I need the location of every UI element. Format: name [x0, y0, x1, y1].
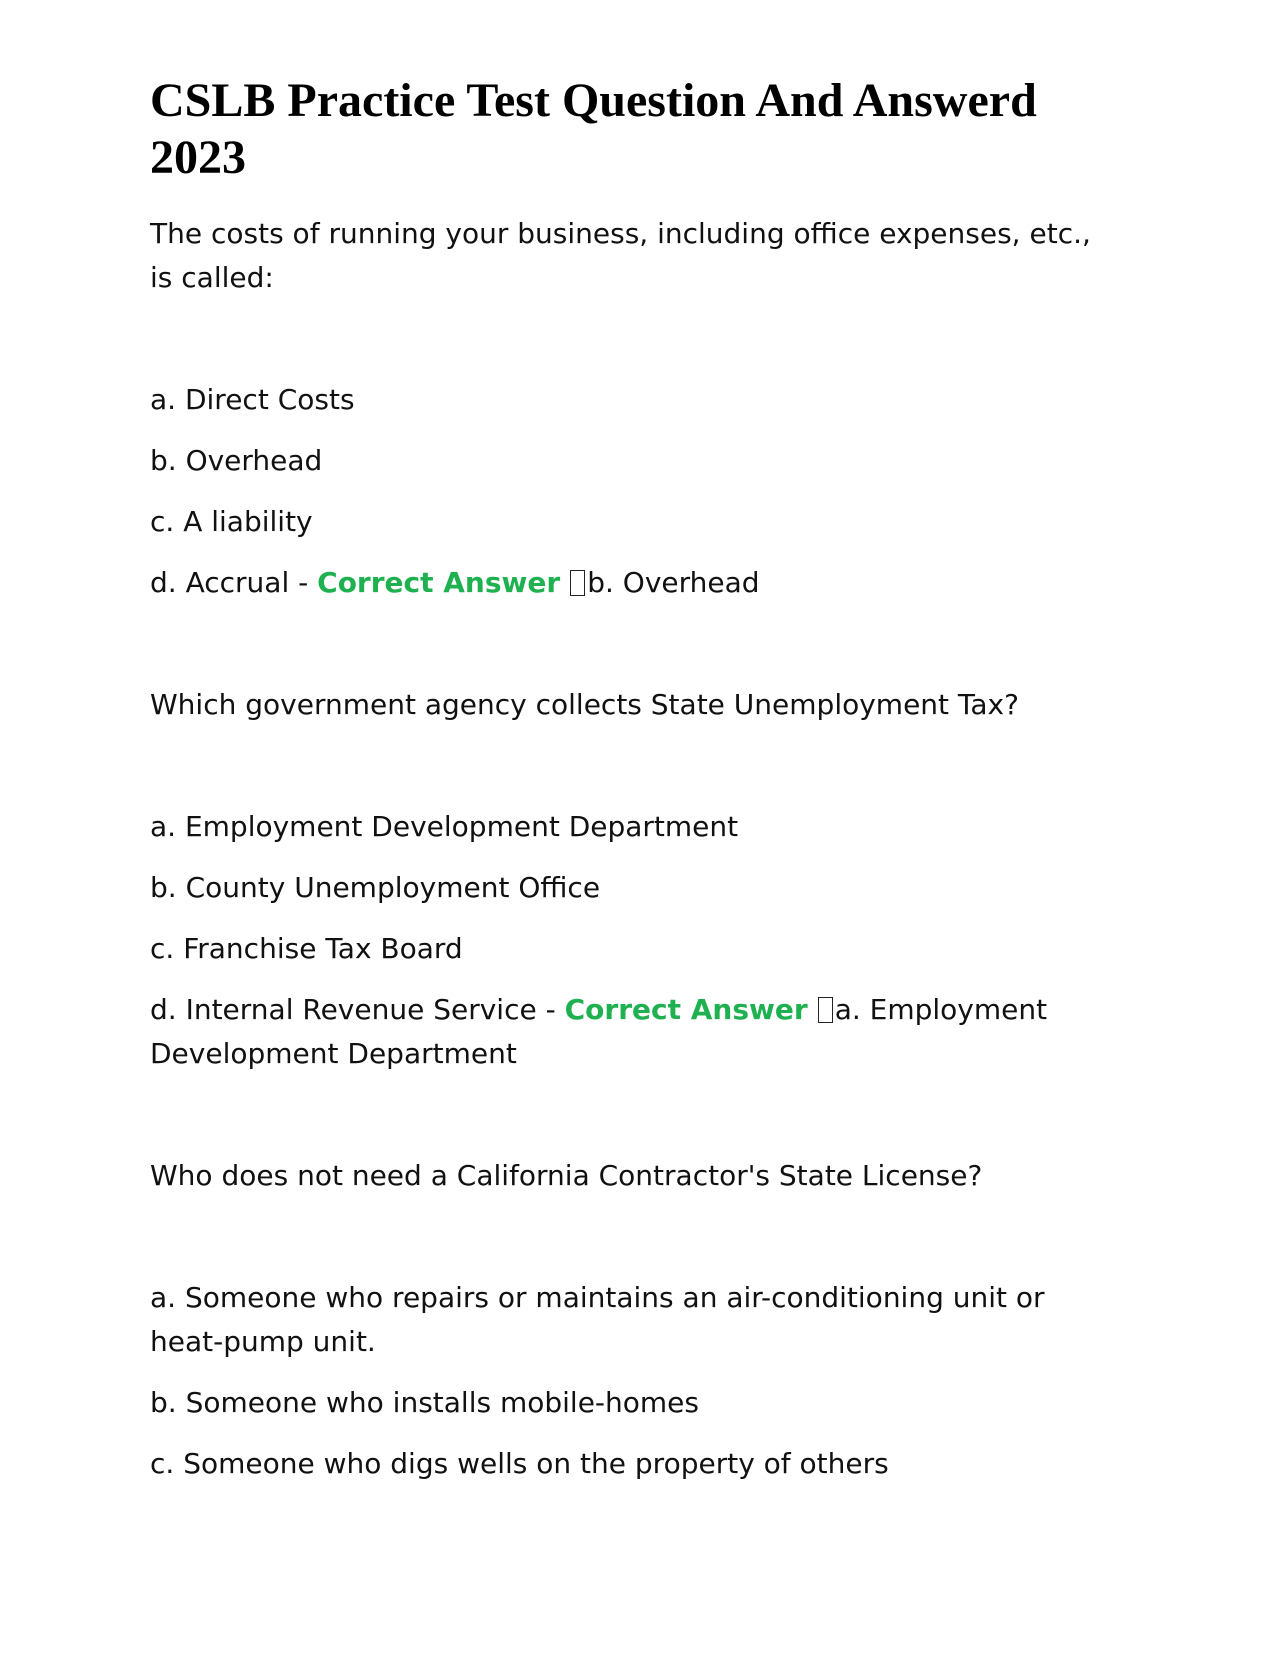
question-2-option-b: b. County Unemployment Office — [150, 871, 601, 904]
question-2-option-a: a. Employment Development Department — [150, 810, 739, 843]
question-1-text: The costs of running your business, including office expenses, etc., is called: — [150, 217, 1091, 294]
spacer — [150, 1215, 1110, 1276]
document-page — [150, 72, 1110, 1503]
question-1-option-c: c. A liability — [150, 505, 313, 538]
question-1-option-d — [150, 561, 1110, 605]
page-title: CSLB Practice Test Question And Answerd 2023 — [150, 74, 1037, 184]
spacer — [150, 1093, 1110, 1154]
question-1-option-d-text: d. Accrual - — [150, 566, 309, 599]
missing-glyph-box-icon — [570, 570, 585, 596]
question-2-text: Which government agency collects State Unemployment Tax? — [150, 688, 1019, 721]
question-1-answer: b. Overhead — [587, 566, 760, 599]
question-2-option-d-text: d. Internal Revenue Service - — [150, 993, 556, 1026]
correct-answer-label: Correct Answer — [317, 566, 561, 599]
question-1-option-b: b. Overhead — [150, 444, 323, 477]
spacer — [150, 744, 1110, 805]
spacer — [150, 622, 1110, 683]
question-3-text: Who does not need a California Contractor's State License? — [150, 1159, 983, 1192]
missing-glyph-box-icon — [818, 997, 833, 1023]
correct-answer-label: Correct Answer — [564, 993, 808, 1026]
question-2-option-c: c. Franchise Tax Board — [150, 932, 463, 965]
question-2-option-d — [150, 988, 1110, 1076]
question-1-option-a: a. Direct Costs — [150, 383, 355, 416]
question-3-option-a: a. Someone who repairs or maintains an air-conditioning unit or heat-pump unit. — [150, 1281, 1045, 1358]
question-3-option-b: b. Someone who installs mobile-homes — [150, 1386, 699, 1419]
question-2-answer: a. Employment Development Department — [150, 993, 1048, 1070]
spacer — [150, 317, 1110, 378]
question-3-option-c: c. Someone who digs wells on the property of others — [150, 1447, 889, 1480]
